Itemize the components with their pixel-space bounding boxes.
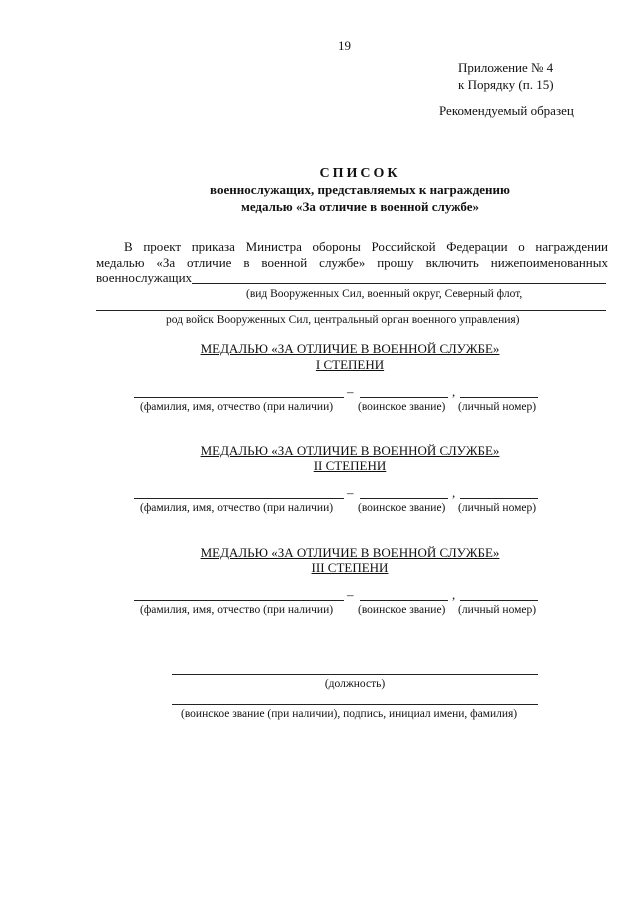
section-2-medal: МЕДАЛЬЮ «ЗА ОТЛИЧИЕ В ВОЕННОЙ СЛУЖБЕ» — [200, 443, 500, 458]
section-2-rank-line[interactable] — [360, 498, 448, 499]
section-3-comma: , — [452, 587, 456, 602]
signature-line[interactable] — [172, 704, 538, 705]
section-1-rank-hint: (воинское звание) — [358, 401, 446, 413]
appendix-title: Приложение № 4 — [458, 60, 554, 75]
section-3-degree: III СТЕПЕНИ — [311, 560, 389, 575]
section-2-comma: , — [452, 485, 456, 500]
service-unit-line[interactable] — [96, 310, 606, 311]
signature-hint: (воинское звание (при наличии), подпись, инициал имени, фамилия) — [181, 708, 518, 720]
section-1-name-line[interactable] — [134, 397, 344, 398]
position-hint: (должность) — [324, 678, 386, 690]
appendix-reference: к Порядку (п. 15) — [458, 77, 554, 92]
section-1-number-hint: (личный номер) — [458, 401, 537, 413]
section-2-number-line[interactable] — [460, 498, 538, 499]
service-branch-line[interactable] — [192, 283, 606, 284]
service-branch-hint: (вид Вооруженных Сил, военный округ, Северный флот, — [246, 288, 523, 300]
section-2-rank-hint: (воинское звание) — [358, 502, 446, 514]
document-heading: СПИСОК — [319, 166, 401, 181]
section-3-number-hint: (личный номер) — [458, 604, 537, 616]
intro-line-1: В проект приказа Министра обороны Российской Федерации о награждении — [124, 239, 608, 254]
section-1-name-hint: (фамилия, имя, отчество (при наличии) — [140, 401, 334, 413]
section-3-rank-line[interactable] — [360, 600, 448, 601]
section-2-name-hint: (фамилия, имя, отчество (при наличии) — [140, 502, 334, 514]
section-1-degree: I СТЕПЕНИ — [315, 357, 385, 372]
section-3-name-line[interactable] — [134, 600, 344, 601]
intro-line-2: медалью «За отличие в военной службе» прошу включить нижепоименованных — [96, 255, 608, 270]
section-1-rank-line[interactable] — [360, 397, 448, 398]
section-3-number-line[interactable] — [460, 600, 538, 601]
section-3-rank-hint: (воинское звание) — [358, 604, 446, 616]
section-2-number-hint: (личный номер) — [458, 502, 537, 514]
section-2-name-line[interactable] — [134, 498, 344, 499]
section-2-degree: II СТЕПЕНИ — [313, 458, 387, 473]
document-subheading-medal: медалью «За отличие в военной службе» — [240, 199, 480, 214]
section-3-name-hint: (фамилия, имя, отчество (при наличии) — [140, 604, 334, 616]
page-number: 19 — [338, 38, 351, 53]
section-1-medal: МЕДАЛЬЮ «ЗА ОТЛИЧИЕ В ВОЕННОЙ СЛУЖБЕ» — [200, 341, 500, 356]
section-1-number-line[interactable] — [460, 397, 538, 398]
sample-note: Рекомендуемый образец — [439, 103, 574, 118]
section-3-medal: МЕДАЛЬЮ «ЗА ОТЛИЧИЕ В ВОЕННОЙ СЛУЖБЕ» — [200, 545, 500, 560]
position-line[interactable] — [172, 674, 538, 675]
section-1-dash: – — [347, 384, 354, 399]
section-2-dash: – — [347, 485, 354, 500]
section-1-comma: , — [452, 384, 456, 399]
document-subheading: военнослужащих, представляемых к награждению — [210, 182, 510, 197]
intro-line-3: военнослужащих — [96, 270, 193, 285]
service-unit-hint: род войск Вооруженных Сил, центральный орган военного управления) — [166, 314, 520, 326]
section-3-dash: – — [347, 587, 354, 602]
